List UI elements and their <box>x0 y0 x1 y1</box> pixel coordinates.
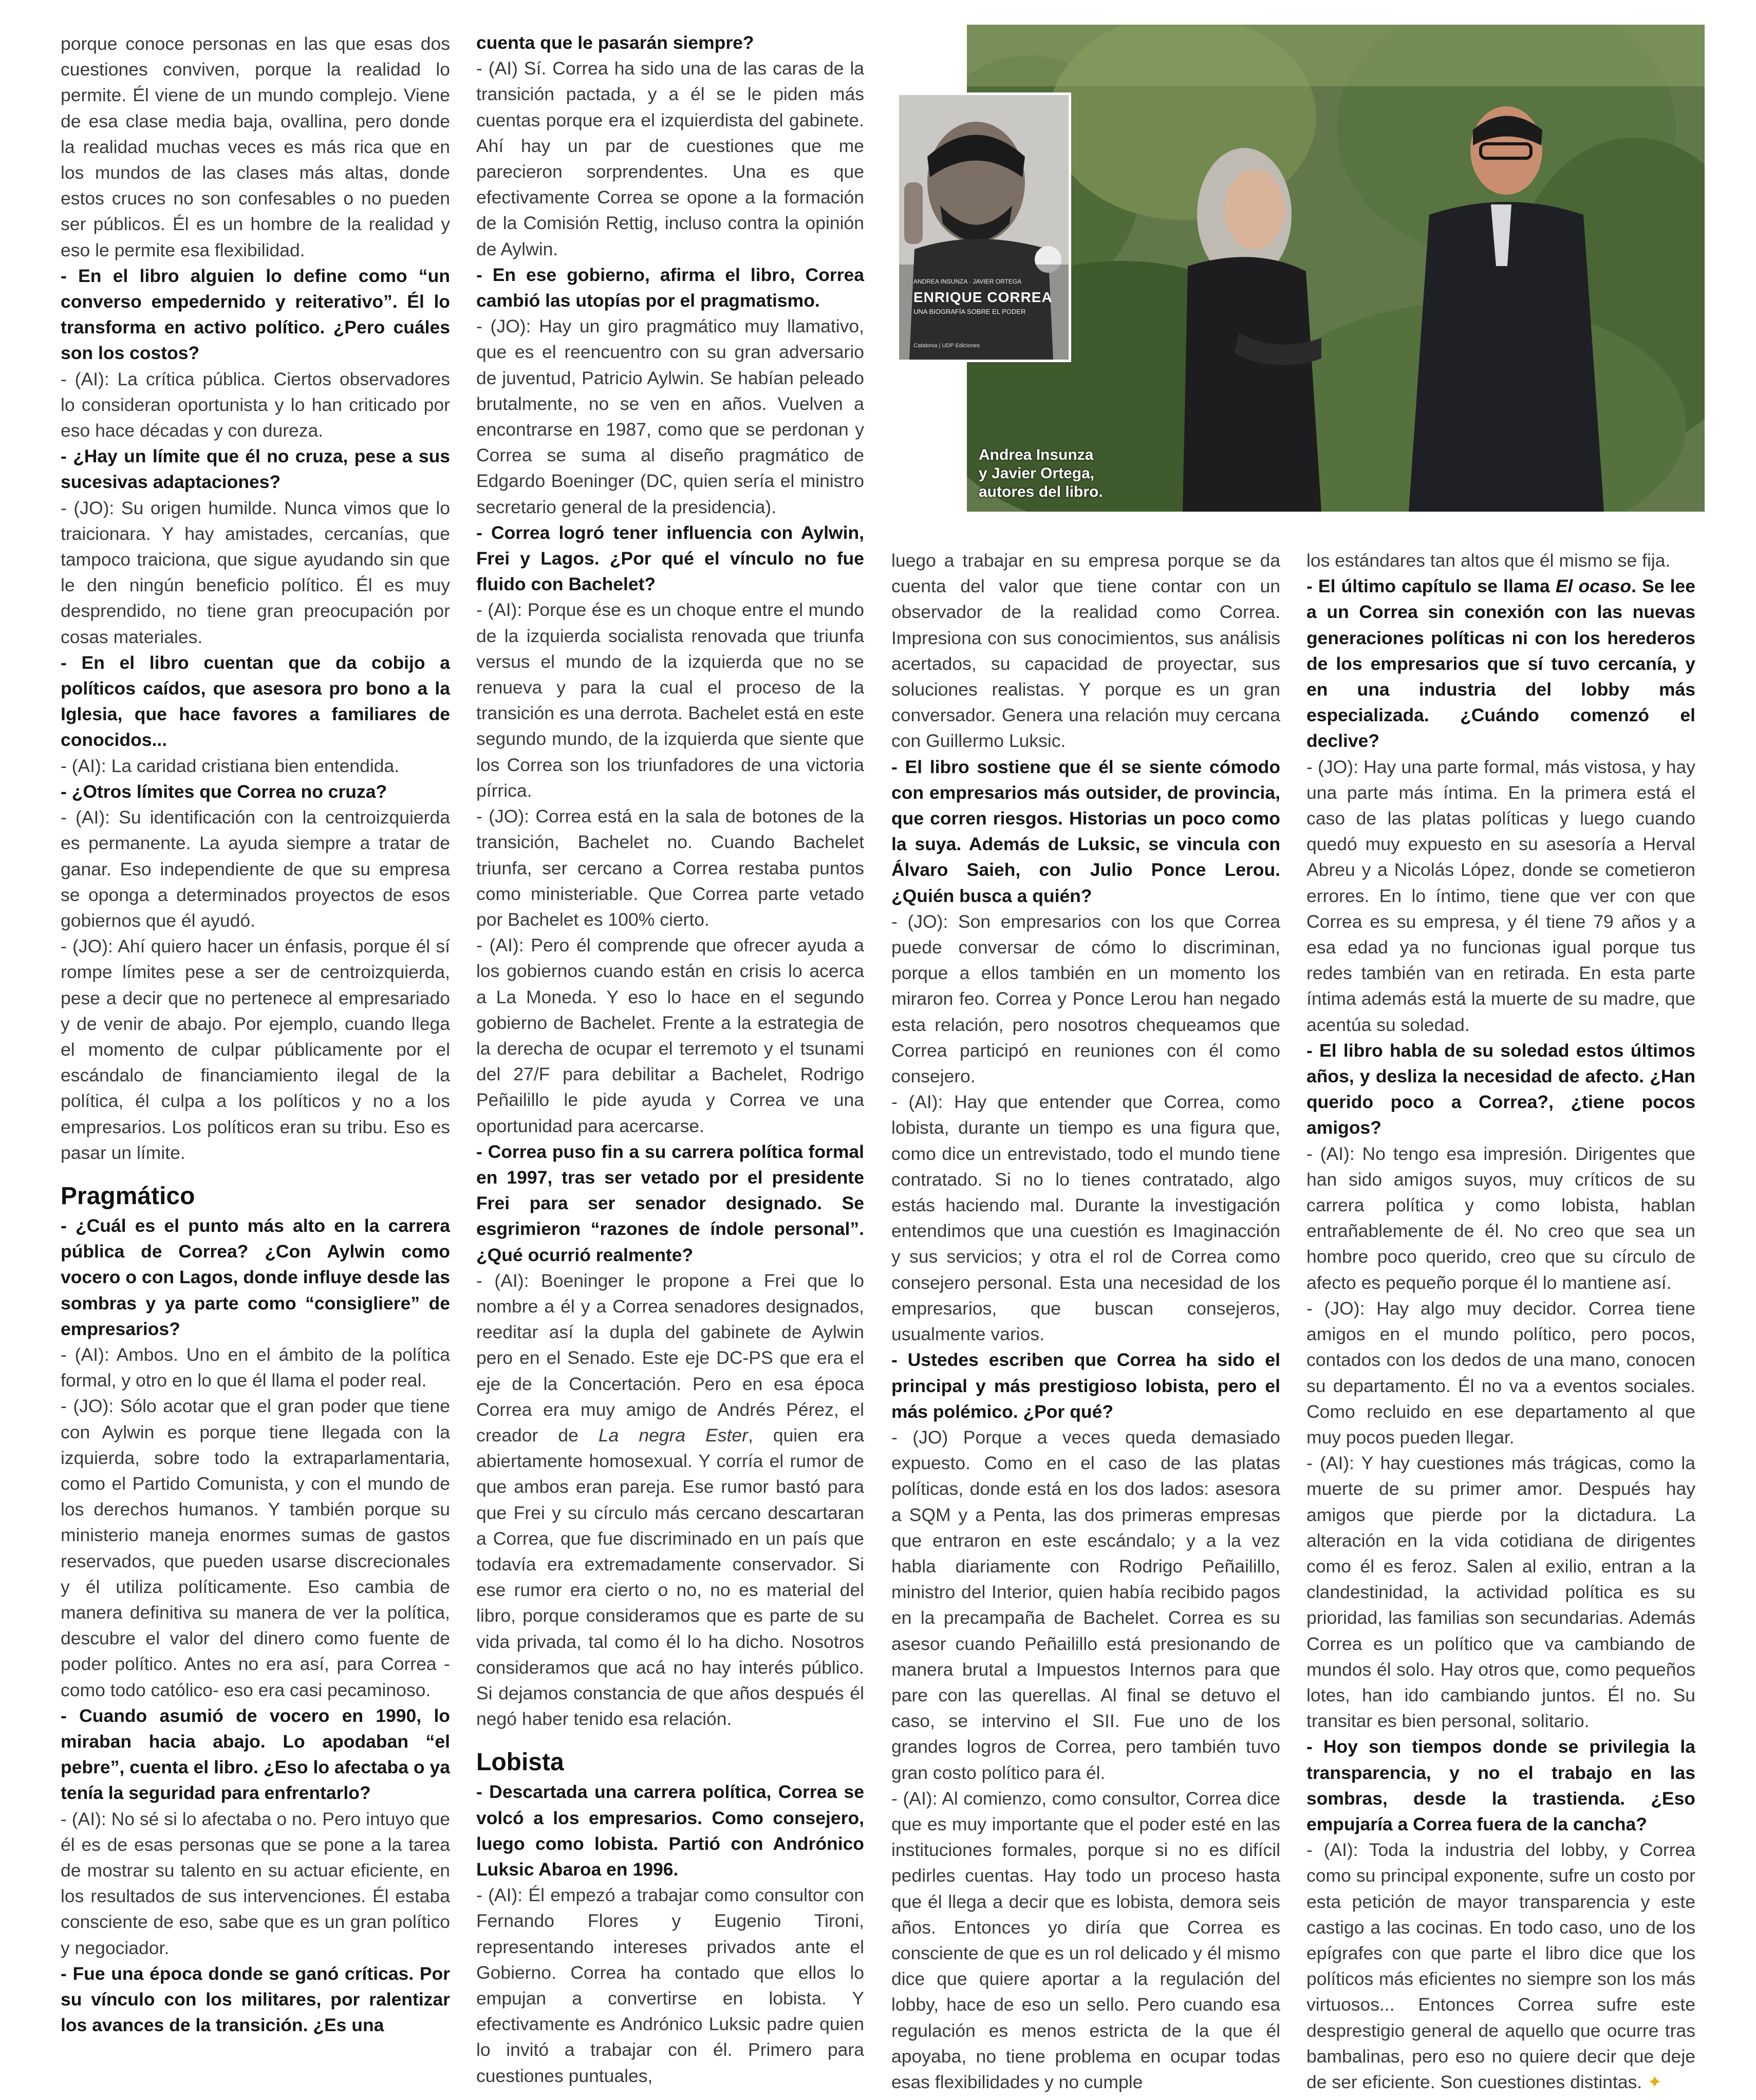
interview-answer: - (AI): Porque ése es un choque entre el mundo de la izquierda socialista renovada que triunfa versus el mundo de la izquierda que no se renueva y para la cual el proceso de la transición es una derrota. Bachelet está en este segundo mundo, de la izquierda que siente que los Correa son los triunfadores de una victoria pírrica. <box>476 599 864 801</box>
column-3 <box>891 548 1280 2095</box>
interview-question: - ¿Hay un límite que él no cruza, pese a sus sucesivas adaptaciones? <box>61 446 450 493</box>
section-heading: Pragmático <box>61 1182 195 1210</box>
interview-answer: - (JO): Son empresarios con los que Correa puede conversar de cómo lo discriminan, porque a ellos también en un momento los miraron feo. Correa y Ponce Lerou han negado esta relación, pero nosotros chequeamos que Correa participó en reuniones con él como consejero. <box>891 911 1280 1087</box>
interview-question: - Correa puso fin a su carrera política formal en 1997, tras ser vetado por el presidente Frei para ser senador designado. Se esgrimieron “razones de índole personal”. ¿Qué ocurrió realmente? <box>476 1141 864 1265</box>
interview-question: - En el libro cuentan que da cobijo a políticos caídos, que asesora pro bono a la Iglesia, que hace favores a familiares de conocidos... <box>61 652 450 751</box>
interview-answer: - (AI): Hay que entender que Correa, como lobista, durante un tiempo es una figura que, como dice un entrevistado, todo el mundo tiene contratado. Si no lo tienes contratado, algo estás haciendo mal. Durante la investigación entendimos que una cuestión es Imaginacción y sus servicios; y otra el rol de Correa como consejero personal. Esta una necesidad de los empresarios, que buscan consejeros, usualmente varios. <box>891 1092 1280 1345</box>
end-of-article-icon: ✦ <box>1642 2071 1662 2092</box>
interview-answer: - (JO): Ahí quiero hacer un énfasis, porque él sí rompe límites pese a ser de centroizquierda, pese a decir que no pertenece al empresariado y de venir de abajo. Por ejemplo, cuando llega el momento de culpar públicamente por el escándalo de financiamiento ilegal de la política, él culpa a los políticos y no a los empresarios. Los políticos eran su tribu. Eso es pasar un límite. <box>61 936 450 1163</box>
interview-answer: - (AI): No sé si lo afectaba o no. Pero intuyo que él es de esas personas que se pone a la tarea de mostrar su talento en su actuar eficiente, en los resultados de sus intervenciones. Él estaba consciente de eso, sabe que es un gran político y negociador. <box>61 1808 450 1958</box>
interview-question: - El libro habla de su soledad estos últimos años, y desliza la necesidad de afecto. ¿Han querido poco a Correa?, ¿tiene pocos amigos? <box>1306 1040 1695 1138</box>
interview-answer: - (AI): Él empezó a trabajar como consultor con Fernando Flores y Eugenio Tironi, representando intereses privados ante el Gobierno. Correa ha contado que ellos lo empujan a convertirse en lobista. Y efectivamente es Andrónico Luksic padre quien lo invitó a trabajar con él. Primero para cuestiones puntuales, <box>476 1885 864 2086</box>
caption-line: Andrea Insunza <box>979 446 1094 463</box>
interview-answer: - (AI): No tengo esa impresión. Dirigentes que han sido amigos suyos, muy críticos de su carrera política y como lobista, hablan entrañablemente de él. No creo que sea un hombre poco querido, creo que su círculo de afecto es pequeño porque él lo mantiene así. <box>1306 1143 1695 1293</box>
interview-answer: - (JO) Porque a veces queda demasiado expuesto. Como en el caso de las platas políticas, donde está en los dos lados: asesora a SQM y a Penta, las dos primeras empresas que entraron en este escándalo; y a la vez habla diariamente con Rodrigo Peñailillo, ministro del Interior, quien había recibido pagos en la precampaña de Bachelet. Correa es su asesor cuando Peñailillo está presionando de manera brutal a Impuestos Internos para que pare con las querellas. Al final se detuvo el caso, se intervino el SII. Fue uno de los grandes logros de Correa, pero también tuvo gran costo político para él. <box>891 1427 1280 1783</box>
interview-answer: - (JO): Sólo acotar que el gran poder que tiene con Aylwin es porque tiene llegada con la izquierda, sobre todo la extraparlamentaria, como el Partido Comunista, y con el mundo de los derechos humanos. Y también porque su ministerio maneja enormes sumas de gastos reservados, que pueden usarse discrecionales y él utiliza políticamente. Eso cambia de manera definitiva su manera de ver la política, descubre el valor del dinero como fuente de poder político. Antes no era así, para Correa -como todo católico- eso era casi pecaminoso. <box>61 1396 450 1700</box>
interview-question: - Correa logró tener influencia con Aylwin, Frei y Lagos. ¿Por qué el vínculo no fue fluido con Bachelet? <box>476 522 864 595</box>
interview-question: cuenta que le pasarán siempre? <box>476 32 754 53</box>
interview-question: - Hoy son tiempos donde se privilegia la transparencia, y no el trabajo en las sombras, desde la trastienda. ¿Eso empujaría a Correa fuera de la cancha? <box>1306 1736 1695 1834</box>
interview-answer: luego a trabajar en su empresa porque se da cuenta del valor que tiene contar con un observador de la realidad como Correa. Impresiona con sus conocimientos, sus análisis acertados, su capacidad de proyectar, sus soluciones realistas. Y porque es un gran conversador. Genera una relación muy cercana con Guillermo Luksic. <box>891 550 1280 752</box>
interview-question: - ¿Cuál es el punto más alto en la carrera pública de Correa? ¿Con Aylwin como vocero o con Lagos, donde influye desde las sombras y ya parte como “consigliere” de empresarios? <box>61 1215 450 1339</box>
interview-question: - Fue una época donde se ganó críticas. Por su vínculo con los militares, por ralentizar los avances de la transición. ¿Es una <box>61 1963 450 2036</box>
caption-line: y Javier Ortega, <box>979 465 1095 482</box>
interview-answer: - (AI) Sí. Correa ha sido una de las caras de la transición pactada, y a él se le piden más cuentas porque era el izquierdista del gabinete. Ahí hay un par de cuestiones que me parecieron sorprendentes. Una es que efectivamente Correa se opone a la formación de la Comisión Rettig, incluso contra la opinión de Aylwin. <box>476 58 864 259</box>
authors-photo <box>967 25 1705 512</box>
interview-answer: - (JO): Hay una parte formal, más vistosa, y hay una parte más íntima. En la primera está el caso de las platas políticas y luego cuando quedó muy expuesto en su asesoría a Herval Abreu y a Nicolás López, donde se cometieron errores. En lo íntimo, tiene que ver con que Correa es su empresa, y él tiene 79 años y a esa edad ya no funcionas igual porque tus redes también van en retirada. En esta parte íntima además está la muerte de su madre, que acentúa su soledad. <box>1306 756 1695 1035</box>
interview-question: - En ese gobierno, afirma el libro, Correa cambió las utopías por el pragmatismo. <box>476 264 864 311</box>
interview-answer: - (JO): Hay algo muy decidor. Correa tiene amigos en el mundo político, pero pocos, contados con los dedos de una mano, conocen su departamento. Él no va a eventos sociales. Como recluido en ese departamento al que muy pocos pueden llegar. <box>1306 1298 1695 1448</box>
photo-caption <box>979 446 1103 501</box>
interview-question: - Descartada una carrera política, Correa se volcó a los empresarios. Como consejero, luego como lobista. Partió con Andrónico Luksic Abaroa en 1996. <box>476 1782 864 1880</box>
column-4 <box>1306 548 1695 2095</box>
interview-answer: - (AI): Pero él comprende que ofrecer ayuda a los gobiernos cuando están en crisis lo acerca a La Moneda. Y eso lo hace en el segundo gobierno de Bachelet. Frente a la estrategia de la derecha de ocupar el terremoto y el tsunami del 27/F para debilitar a Bachelet, Rodrigo Peñailillo le pide ayuda y Correa ve una oportunidad para acercarse. <box>476 935 864 1136</box>
book-title: ENRIQUE CORREA <box>913 289 1053 305</box>
interview-answer: - (AI): Su identificación con la centroizquierda es permanente. La ayuda siempre a tratar de ganar. Eso independiente de que su empresa se oponga a determinados proyectos de esos gobiernos que él ayudó. <box>61 807 450 931</box>
column-1 <box>61 31 450 2038</box>
interview-answer: - (AI): La crítica pública. Ciertos observadores lo consideran oportunista y lo han criticado por eso hace décadas y con dureza. <box>61 368 450 441</box>
interview-answer: - (AI): Toda la industria del lobby, y Correa como su principal exponente, sufre un costo por esta petición de mayor transparencia y este castigo a las cocinas. En todo caso, uno de los epígrafes con que parte el libro dice que los políticos más eficientes no siempre son los más virtuosos... Entonces Correa sufre este desprestigio general de aquello que ocurre tras bambalinas, pero eso no quiere decir que deje de ser eficiente. Son cuestiones distintas. ✦ <box>1306 1840 1695 2092</box>
interview-question: - Ustedes escriben que Correa ha sido el principal y más prestigioso lobista, pero el más polémico. ¿Por qué? <box>891 1349 1280 1422</box>
interview-answer: - (AI): Al comienzo, como consultor, Correa dice que es muy importante que el poder esté en las instituciones formales, porque si no es difícil pedirles cuentas. Hay todo un proceso hasta que él llega a decir que es lobista, demora seis años. Entonces yo diría que Correa es consciente de que es un rol delicado y él mismo dice que quiere aportar a la regulación del lobby, hace de eso un sello. Pero cuando esa regulación es menos estricta de la que él apoyaba, no tiene problema en ocupar todas esas flexibilidades y no cumple <box>891 1788 1280 2092</box>
book-authors: ANDREA INSUNZA · JAVIER ORTEGA <box>913 278 1022 285</box>
interview-answer: - (JO): Hay un giro pragmático muy llamativo, que es el reencuentro con su gran adversario de juventud, Patricio Aylwin. Se habían peleado brutalmente, no se ven en años. Vuelven a encontrarse en 1987, como que se perdonan y Correa se suma al diseño pragmático de Edgardo Boeninger (DC, quien sería el ministro secretario general de la presidencia). <box>476 316 864 517</box>
interview-answer: porque conoce personas en las que esas dos cuestiones conviven, porque la realidad lo permite. Él viene de un mundo complejo. Viene de esa clase media baja, ovallina, pero donde la realidad muchas veces es más rica que en los mundos de las clases más altas, donde estos cruces no son confesables o no pueden ser públicos. Él es un hombre de la realidad y eso le permite esa flexibilidad. <box>61 33 450 260</box>
interview-question: - Cuando asumió de vocero en 1990, lo miraban hacia abajo. Lo apodaban “el pebre”, cuenta el libro. ¿Eso lo afectaba o ya tenía la seguridad para enfrentarlo? <box>61 1705 450 1804</box>
interview-answer: - (AI): Boeninger le propone a Frei que lo nombre a él y a Correa senadores designados, reeditar así la dupla del gabinete de Aylwin pero en el Senado. Este eje DC-PS que era el eje de la Concertación. Pero en esa época Correa era muy amigo de Andrés Pérez, el creador de La negra Ester, quien era abiertamente homosexual. Y corría el rumor de que ambos eran pareja. Ese rumor bastó para que Frei y su círculo más cercano descartaran a Correa, que fue discriminado en un país que todavía era extremadamente conservador. Si ese rumor era cierto o no, no es material del libro, porque consideramos que es parte de su vida privada, tal como él lo ha dicho. Nosotros consideramos que acá no hay interés público. Si dejamos constancia de que años después él negó haber tenido esa relación. <box>476 1270 864 1730</box>
authors-photo-illustration <box>967 25 1705 512</box>
book-cover <box>896 92 1071 362</box>
interview-answer: - (JO): Su origen humilde. Nunca vimos que lo traicionara. Y hay amistades, cercanías, que tampoco traiciona, que sigue ayudando sin que le den ningún beneficio político. Él es muy desprendido, no tiene gran preocupación por cosas materiales. <box>61 497 450 647</box>
interview-answer: - (AI): Y hay cuestiones más trágicas, como la muerte de su primer amor. Después hay amigos que pierde por la dictadura. La alteración en la vida cotidiana de dirigentes como él es feroz. Salen al exilio, entran a la clandestinidad, la actividad política es su prioridad, las familias son secundarias. Además Correa es un político que va cambiando de mundos él solo. Hay otros que, como pequeños lotes, han ido cambiando juntos. Él no. Su transitar es bien personal, solitario. <box>1306 1453 1695 1732</box>
interview-answer: - (AI): La caridad cristiana bien entendida. <box>61 755 400 776</box>
book-cover-portrait <box>899 95 1069 360</box>
interview-answer: - (AI): Ambos. Uno en el ámbito de la política formal, y otro en lo que él llama el poder real. <box>61 1344 450 1391</box>
interview-answer: - (JO): Correa está en la sala de botones de la transición, Bachelet no. Cuando Bachelet triunfa, ser cercano a Correa restaba puntos como ministeriable. Que Correa parte vetado por Bachelet es 100% cierto. <box>476 806 864 930</box>
interview-question: - ¿Otros límites que Correa no cruza? <box>61 781 387 802</box>
interview-answer: los estándares tan altos que él mismo se fija. <box>1306 550 1671 571</box>
section-heading: Lobista <box>476 1749 564 1776</box>
caption-line: autores del libro. <box>979 483 1103 500</box>
book-publisher: Catalonia | UDP Ediciones <box>913 343 980 349</box>
interview-question: - El último capítulo se llama El ocaso. Se lee a un Correa sin conexión con las nuevas generaciones políticas ni con los herederos de los empresarios que sí tuvo cercanía, y en una industria del lobby más especializada. ¿Cuándo comenzó el declive? <box>1306 576 1695 752</box>
column-2 <box>476 30 864 2089</box>
interview-question: - En el libro alguien lo define como “un converso empedernido y reiterativo”. Él lo transforma en activo político. ¿Pero cuáles son los costos? <box>61 265 450 364</box>
book-subtitle: UNA BIOGRAFÍA SOBRE EL PODER <box>913 308 1026 315</box>
interview-question: - El libro sostiene que él se siente cómodo con empresarios más outsider, de provincia, que corren riesgos. Historias un poco como la suya. Además de Luksic, se vincula con Álvaro Saieh, con Julio Ponce Lerou. ¿Quién busca a quién? <box>891 756 1280 906</box>
